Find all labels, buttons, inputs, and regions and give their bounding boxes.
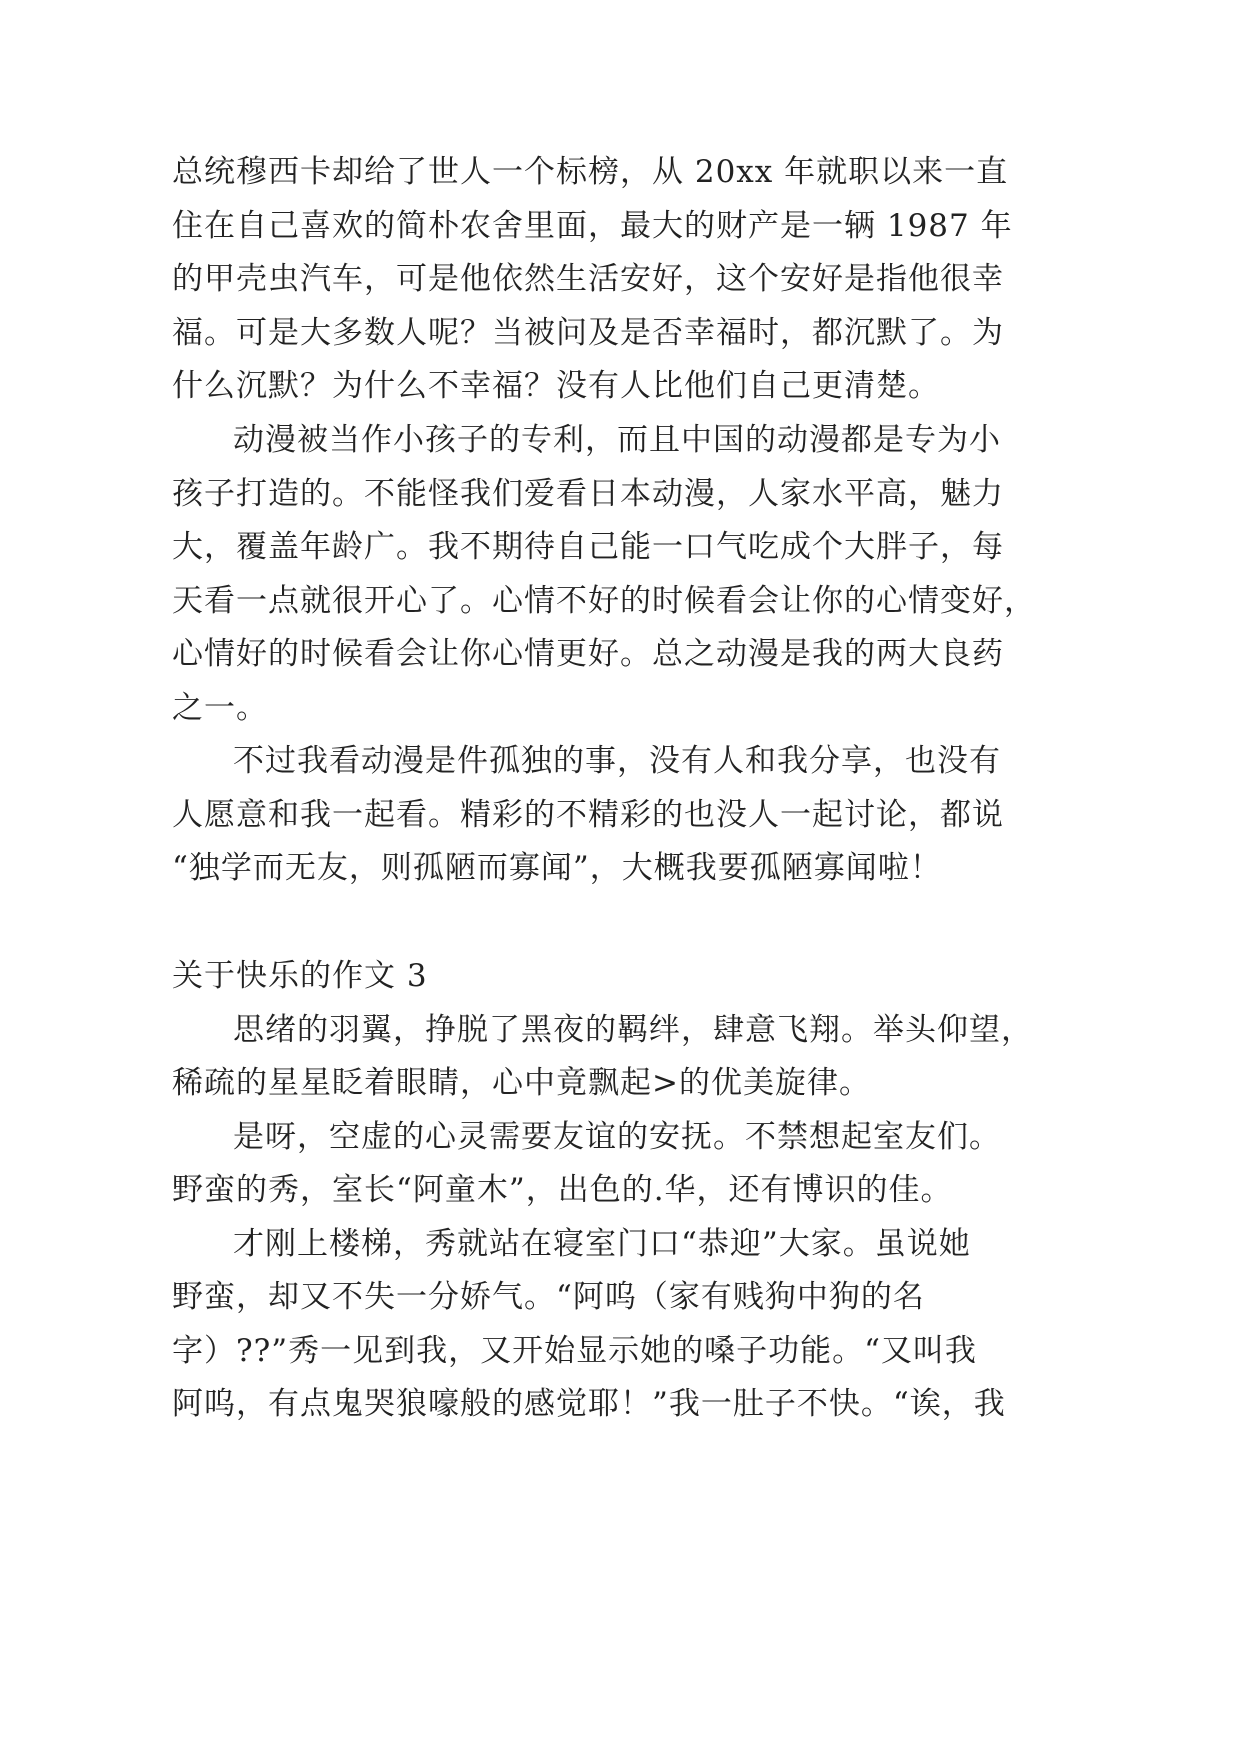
line-text: 稀疏的星星眨着眼睛，心中竟飘起>的优美旋律。 [172,1065,871,1101]
line-text: 住在自己喜欢的简朴农舍里面，最大的财产是一辆 1987 年 [172,208,1013,244]
line-text: 字）??”秀一见到我，又开始显示她的嗓子功能。“又叫我 [172,1333,977,1369]
line-text: 野蛮，却又不失一分娇气。“阿呜（家有贱狗中狗的名 [172,1279,925,1315]
line-text: “独学而无友，则孤陋而寡闻”，大概我要孤陋寡闻啦！ [172,850,942,886]
line-text: 总统穆西卡却给了世人一个标榜，从 20xx 年就职以来一直 [172,154,1009,190]
line-text: 福。可是大多数人呢？当被问及是否幸福时，都沉默了。为 [172,315,1004,351]
line-text: 野蛮的秀，室长“阿童木”，出色的.华，还有博识的佳。 [172,1172,953,1208]
line-text: 的甲壳虫汽车，可是他依然生活安好，这个安好是指他很幸 [172,261,1004,297]
line-text: 动漫被当作小孩子的专利，而且中国的动漫都是专为小 [233,422,1001,458]
line-text: 思绪的羽翼，挣脱了黑夜的羁绊，肆意飞翔。举头仰望， [233,1012,1033,1048]
line-text: 人愿意和我一起看。精彩的不精彩的也没人一起讨论，都说 [172,797,1004,833]
line-text: 不过我看动漫是件孤独的事，没有人和我分享，也没有 [233,743,1001,779]
line-text: 阿呜，有点鬼哭狼嚎般的感觉耶！”我一肚子不快。“诶，我 [172,1386,1006,1422]
line-text: 心情好的时候看会让你心情更好。总之动漫是我的两大良药 [172,636,1004,672]
line-text: 是呀，空虚的心灵需要友谊的安抚。不禁想起室友们。 [233,1119,1001,1155]
line-text: 孩子打造的。不能怪我们爱看日本动漫，人家水平高，魅力 [172,476,1004,512]
line-text: 之一。 [172,690,268,726]
line-text: 才刚上楼梯，秀就站在寝室门口“恭迎”大家。虽说她 [233,1226,971,1262]
line-text: 天看一点就很开心了。心情不好的时候看会让你的心情变好， [172,583,1036,619]
heading-text: 关于快乐的作文 3 [172,958,428,994]
line-text: 什么沉默？为什么不幸福？没有人比他们自己更清楚。 [172,368,940,404]
line-text: 大，覆盖年龄广。我不期待自己能一口气吃成个大胖子，每 [172,529,1004,565]
